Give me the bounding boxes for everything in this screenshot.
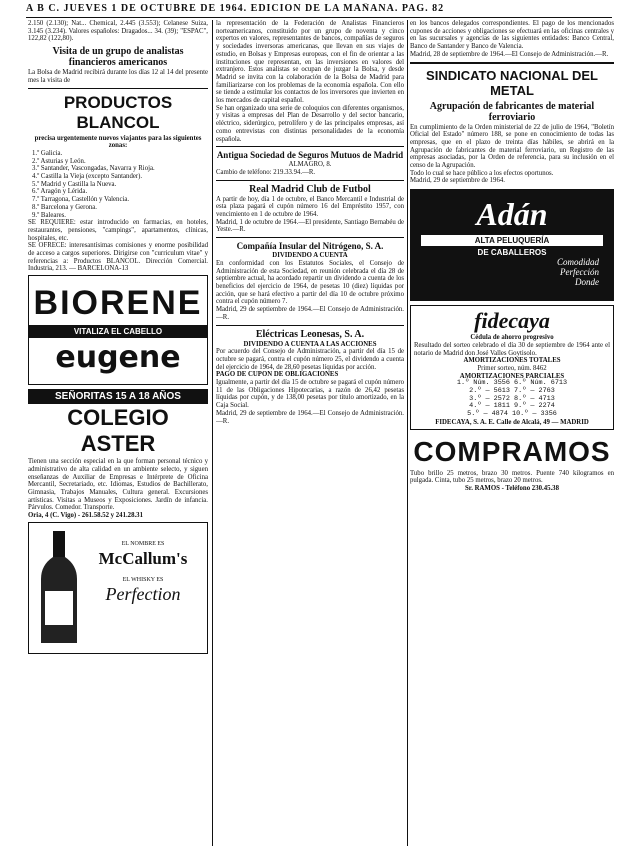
- aster-text: Tienen una sección especial en la que forman personal técnico y administrativo de alta calidad en un ambiente selecto, y siguen enseñanzas de Auxiliar de Empresas e Intérprete de Oficina Mercantil, Secretariado, etc. Idiomas, Estudios de Bachillerato, Gimnasia, Trabajos Manuales, Cultura general. Excursiones artísticas. Visitas a Museos y Exposiciones. Jardín de infancia. Párvulos. Comedor. Transporte.: [28, 458, 208, 512]
- eugene-brand: eugene: [55, 340, 181, 376]
- zone-item: 4.º Castilla la Vieja (excepto Santander).: [32, 173, 143, 181]
- fidecaya-sub: Cédula de ahorro progresivo: [470, 334, 554, 342]
- electricas-text: Por acuerdo del Consejo de Administración, a partir del día 15 de octubre se pagará, contra el cupón número 25, el dividendo a cuenta del ejercicio de 1964, de 28,60 pesetas líquidas por acción.: [216, 348, 404, 371]
- real-madrid-sign: Madrid, 1 de octubre de 1964.—El presidente, Santiago Bernabéu de Yeste.—R.: [216, 218, 404, 234]
- fidecaya-partial-title: AMORTIZACIONES PARCIALES: [459, 372, 565, 380]
- aster-banner: SEÑORITAS 15 A 18 AÑOS: [28, 389, 208, 404]
- blancol-title: PRODUCTOS BLANCOL: [63, 92, 173, 132]
- fidecaya-text: Resultado del sorteo celebrado el día 30 de septiembre de 1964 ante el notario de Madrid don José Valles Goytisolo.: [414, 341, 610, 357]
- blancol-zones: [28, 150, 208, 219]
- fidecaya-amort-title: AMORTIZACIONES TOTALES: [463, 357, 561, 365]
- mccallums-whisky: EL WHISKY ES: [122, 576, 164, 583]
- aster-address: Oria, 4 (C. Vigo) - 261.58.52 y 241.28.31: [28, 512, 143, 520]
- electricas-sub2: PAGO DE CUPON DE OBLIGACIONES: [216, 371, 339, 379]
- coupons-sign: Madrid, 28 de septiembre de 1964.—El Consejo de Administración.—R.: [410, 50, 609, 58]
- column-divider-2: [407, 20, 408, 846]
- adan-l5: Donde: [575, 277, 599, 288]
- sindicato-sub: Agrupación de fabricantes de material ferroviario: [429, 100, 595, 123]
- electricas-text2: Igualmente, a partir del día 15 de octubre se pagará el cupón número 11 de las Obligaciones Hipotecarias, a razón de 26,42 pesetas líquidas por cupón, y de 138,00 pesetas por título amortizado, en la Caja Social.: [216, 379, 404, 410]
- fidecaya-row: 3.º — 2572 8.º — 4713: [469, 394, 555, 403]
- nitrogeno-text: En conformidad con los Estatutos Sociales, el Consejo de Administración de esta Sociedad, en reunión celebrada el día 28 de septiembre actual, ha acordado repartir un dividendo a cuenta de los beneficios del ejercicio de 1964, de pesetas 10 (diez) líquidas por acción, que se hará efectivo a partir del día 10 de octubre próximo contra el cupón número 7.: [216, 259, 404, 306]
- column-3: [410, 20, 614, 846]
- coupons-text: en los bancos delegados correspondientes. El pago de los mencionados cupones de acciones y obligaciones se efectuará en las oficinas centrales y en las sucursales y agencias de las siguientes entidades: Banco Central, Banco de Santander y Banco de Valencia.: [410, 20, 614, 51]
- analysts-text: la representación de la Federación de Analistas Financieros norteamericanos, constituido por un grupo de noventa y cinco expertos en valores, representantes de bancos, compañías de seguros y sociedades inversoras americanas, que llevan en sus viajes de estudio, en Bolsas y Empresas europeas, con el fin de orientar a las instituciones que representan, en las inversiones en valores del extranjero. Estos analistas se ocupan de juzgar la Bolsa, y desde Madrid se invita con la colaboración de la Bolsa de Madrid para familiarizarse con los problemas de la economía española. Con ello se tiende a estimular los contactos de los inversores que invierten en los mercados de capital español.: [216, 20, 404, 105]
- real-madrid-text: A partir de hoy, día 1 de octubre, el Banco Mercantil e Industrial de esta plaza pagará el cupón número 16 del Empréstito 1957, con vencimiento en 1 de octubre de 1964.: [216, 195, 404, 219]
- fidecaya-row: 1.º Núm. 3556 6.º Núm. 6713: [456, 379, 568, 388]
- biorene-brand: BIORENE: [33, 284, 203, 323]
- zone-item: 7.º Tarragona, Castellón y Valencia.: [32, 196, 130, 204]
- page-header: A B C. JUEVES 1 DE OCTUBRE DE 1964. EDICION DE LA MAÑANA. PAG. 82: [26, 3, 445, 14]
- sindicato-text: En cumplimiento de la Orden ministerial de 22 de julio de 1964, "Boletín Oficial del Estado" número 188, se pone en conocimiento de todas las empresas, que en el plazo de treinta días hábiles, se abrirá en la Agrupación de fabricantes de material ferroviario, un Registro de las empresas asociadas, por la Orden de referencia, para su inclusión en el censo de la Agrupación.: [410, 123, 614, 170]
- zone-item: 1.º Galicia.: [32, 149, 63, 157]
- adan-ad: [410, 189, 614, 301]
- electricas-sub: DIVIDENDO A CUENTA A LAS ACCIONES: [243, 340, 377, 348]
- electricas-sign: Madrid, 29 de septiembre de 1964.—El Consejo de Administración.—R.: [216, 409, 404, 425]
- compramos-contact: Sr. RAMOS - Teléfono 230.45.38: [465, 484, 559, 492]
- zone-item: 8.º Barcelona y Gerona.: [32, 203, 97, 211]
- zone-item: 6.º Aragón y Lérida.: [32, 188, 88, 196]
- header-rule: [26, 17, 612, 18]
- electricas-title: Eléctricas Leonesas, S. A.: [255, 328, 365, 340]
- adan-l3: Comodidad: [556, 257, 599, 268]
- biorene-ad: [28, 275, 208, 385]
- fidecaya-row: 4.º — 1811 9.º — 2274: [469, 402, 555, 411]
- fidecaya-row: 2.º — 5613 7.º — 2763: [469, 387, 555, 396]
- compramos-title: COMPRAMOS: [413, 435, 611, 467]
- sindicato-text2: Todo lo cual se hace público a los efectos oportunos.: [410, 169, 554, 177]
- adan-l4: Perfección: [560, 267, 599, 278]
- compramos-text: Tubo brillo 25 metros, brazo 30 metros. Puente 740 kilogramos en pulgada. Cinta, tubo 25 metros, brazo 20 metros.: [410, 469, 614, 485]
- antigua-text: Cambio de teléfono: 219.33.94.—R.: [216, 168, 316, 176]
- column-divider-1: [212, 20, 213, 846]
- visit-title: Visita de un grupo de analistas financieros americanos: [52, 46, 184, 69]
- sindicato-sign: Madrid, 29 de septiembre de 1964.: [410, 177, 505, 185]
- blancol-offers: SE OFRECE: interesantísimas comisiones y enorme posibilidad de acceso a cargos superiores. Dirigirse con "curriculum vitae" y referencias a: Productos BLANCOL. Dirección Comercial. Industria, 213. — BARCELONA-13: [28, 242, 208, 273]
- fidecaya-brand: fidecaya: [474, 308, 550, 334]
- adan-l1: ALTA PELUQUERÍA: [421, 235, 603, 246]
- nitrogeno-sub: DIVIDENDO A CUENTA: [272, 252, 348, 260]
- blancol-intro: precisa urgentemente nuevos viajantes para las siguientes zonas:: [34, 134, 202, 150]
- antigua-title: Antigua Sociedad de Seguros Mutuos de Madrid: [216, 150, 404, 161]
- mccallums-script: Perfection: [105, 584, 181, 605]
- analysts-text-2: Se han organizado una serie de coloquios con diferentes organismos, y visitas a empresas del Plan de Desarrollo y del sector bancario, eléctrico, siderúrgico, petrolífero y de las principales empresas, así como entrevistas con distintas personalidades de la economía española.: [216, 104, 404, 143]
- biorene-slogan: VITALIZA EL CABELLO: [29, 325, 207, 338]
- mccallums-ad: [28, 522, 208, 654]
- fidecaya-row: 5.º — 4874 10.º — 3356: [467, 410, 557, 419]
- mccallums-top: EL NOMBRE ES: [121, 540, 165, 547]
- sindicato-title: SINDICATO NACIONAL DEL METAL: [426, 67, 598, 98]
- whisky-bottle-icon: [37, 531, 81, 643]
- nitrogeno-sign: Madrid, 29 de septiembre de 1964.—El Consejo de Administración.—R.: [216, 306, 404, 321]
- column-2: [216, 20, 404, 846]
- fidecaya-ad: [410, 305, 614, 429]
- fidecaya-amort-line: Primer sorteo, núm. 8462: [477, 364, 547, 372]
- zone-item: 9.º Baleares.: [32, 211, 67, 219]
- mccallums-brand: McCallum's: [98, 548, 188, 568]
- visit-text: La Bolsa de Madrid recibirá durante los días 12 al 14 del presente mes la visita de: [28, 69, 208, 84]
- column-1: [28, 20, 208, 846]
- zone-item: 5.º Madrid y Castilla la Nueva.: [32, 180, 117, 188]
- adan-l2: DE CABALLEROS: [477, 248, 547, 258]
- zone-item: 2.º Asturias y León.: [32, 157, 86, 165]
- blancol-requires: SE REQUIERE: estar introducido en farmacias, en hoteles, restaurantes, pensiones, "campings", apartamentos, clínicas, hospitales, etc.: [28, 219, 208, 242]
- nitrogeno-title: Compañía Insular del Nitrógeno, S. A.: [236, 241, 384, 252]
- adan-brand: Adán: [476, 196, 548, 233]
- real-madrid-title: Real Madrid Club de Futbol: [249, 183, 371, 195]
- aster-title: COLEGIO ASTER: [67, 405, 169, 457]
- ticker-text: 2.150 (2.130); Nat... Chemical, 2.445 (3.553); Celanese Suiza, 3.145 (3.234). Valores españoles: Dragados... 34. (39); "ESPAC", 122,82 (122,80).: [28, 20, 208, 43]
- zone-item: 3.º Santander, Vascongadas, Navarra y Rioja.: [32, 165, 155, 173]
- antigua-sub: ALMAGRO, 8.: [288, 161, 332, 169]
- fidecaya-foot: FIDECAYA, S. A. E. Calle de Alcalá, 49 — MADRID: [435, 418, 589, 426]
